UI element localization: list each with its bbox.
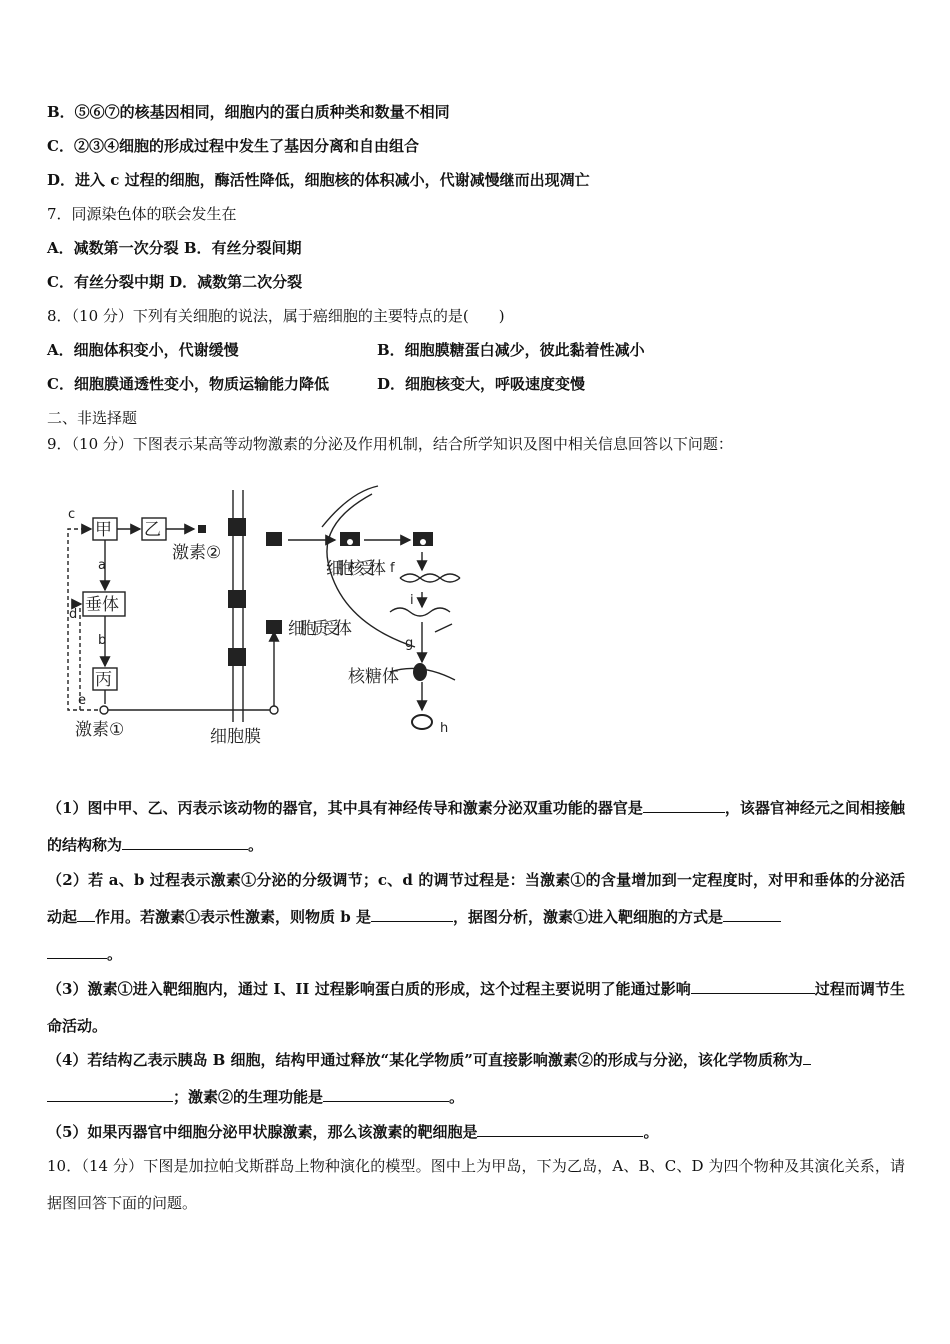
label-a: a [98, 558, 106, 573]
label-f: f [390, 561, 395, 576]
q7-options-cd: C．有丝分裂中期 D．减数第二次分裂 [47, 273, 303, 291]
section-heading: 二、非选择题 [47, 409, 138, 427]
q7-options-ab: A．减数第一次分裂 B．有丝分裂间期 [47, 239, 302, 257]
q6-option-d: D．进入 c 过程的细胞，酶活性降低，细胞核的体积减小，代谢减慢继而出现凋亡 [47, 171, 590, 189]
label-h: h [440, 721, 449, 736]
q8-option-d: D．细胞核变大，呼吸速度变慢 [377, 375, 586, 393]
q8-option-b: B．细胞膜糖蛋白减少，彼此黏着性减小 [377, 341, 645, 359]
label-bing: 丙 [95, 670, 112, 690]
label-hormone1: 激素① [75, 720, 125, 740]
label-e: e [78, 693, 86, 708]
label-d: d [69, 607, 78, 622]
q6-option-c: C．②③④细胞的形成过程中发生了基因分离和自由组合 [47, 137, 419, 155]
q9-part4: （4）若结构乙表示胰岛 B 细胞，结构甲通过释放“某化学物质”可直接影响激素②的形成与分泌，该化学物质称为 ；激素②的生理功能是 。 [47, 1042, 905, 1116]
q7-stem: 7．同源染色体的联会发生在 [47, 205, 237, 223]
q9-part2: （2）若 a、b 过程表示激素①分泌的分级调节；c、d 的调节过程是：当激素①的含量增加到一定程度时，对甲和垂体的分泌活动起 作用。若激素①表示性激素，则物质 b 是 ，据图分析，激素①进入靶细胞的方式是 。 [47, 871, 905, 963]
q9-part3: （3）激素①进入靶细胞内，通过 I、II 过程影响蛋白质的形成，这个过程主要说明了能通过影响 过程而调节生命活动。 [47, 980, 905, 1035]
label-membrane: 细胞膜 [210, 727, 261, 747]
label-chuiti: 垂体 [85, 595, 119, 615]
label-g: g [405, 636, 414, 651]
q8-option-c: C．细胞膜通透性变小，物质运输能力降低 [47, 375, 329, 393]
label-i: i [410, 593, 414, 608]
label-b: b [98, 633, 107, 648]
hormone-mechanism-diagram [60, 482, 490, 754]
q8-stem: 8．（10 分）下列有关细胞的说法，属于癌细胞的主要特点的是( ) [47, 307, 505, 325]
label-hormone2: 激素② [172, 543, 222, 563]
q9-stem: 9．（10 分）下图表示某高等动物激素的分泌及作用机制，结合所学知识及图中相关信息回答以下问题： [47, 435, 733, 453]
q8-option-a: A．细胞体积变小，代谢缓慢 [47, 341, 239, 359]
label-cytoplasm-receptor: 细胞质受体 [288, 619, 352, 639]
q6-option-b: B．⑤⑥⑦的核基因相同，细胞内的蛋白质种类和数量不相同 [47, 103, 450, 121]
label-yi: 乙 [144, 520, 161, 540]
label-nuclear-receptor: 细胞核受体 [326, 559, 386, 579]
q10-stem: 10．（14 分）下图是加拉帕戈斯群岛上物种演化的模型。图中上为甲岛，下为乙岛，A、B、C、D 为四个物种及其演化关系，请据图回答下面的问题。 [47, 1157, 905, 1212]
q9-part1: （1）图中甲、乙、丙表示该动物的器官，其中具有神经传导和激素分泌双重功能的器官是 ，该器官神经元之间相接触的结构称为 。 [47, 799, 905, 854]
label-jia: 甲 [95, 520, 112, 540]
label-c: c [68, 507, 76, 522]
label-ribosome: 核糖体 [348, 667, 399, 687]
q9-part5: （5）如果丙器官中细胞分泌甲状腺激素，那么该激素的靶细胞是 。 [47, 1123, 659, 1141]
